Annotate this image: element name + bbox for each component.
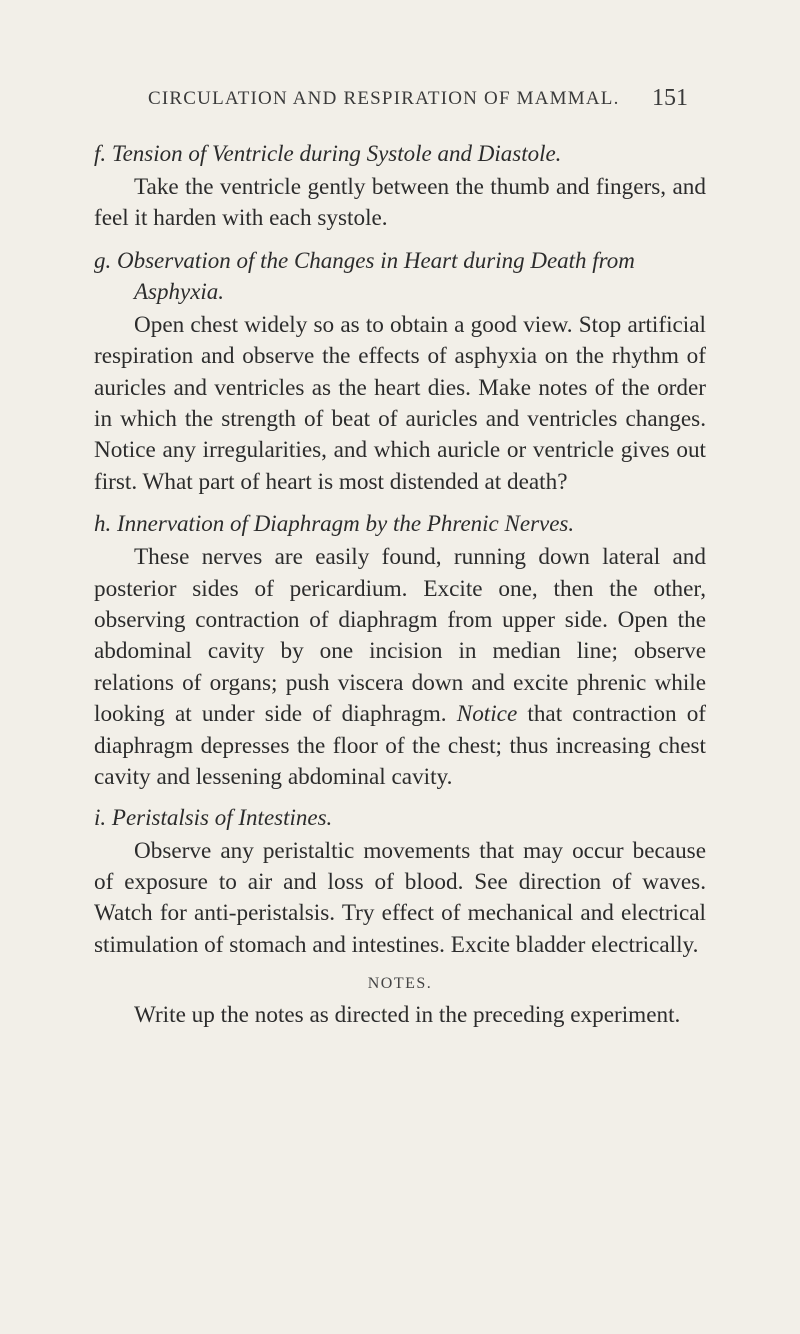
section-heading <box>94 138 706 169</box>
section-title: Observation of the Changes in Heart during Death from Asphyxia. <box>117 247 635 304</box>
section-paragraph <box>94 542 706 793</box>
emphasis-text: Notice <box>456 701 518 728</box>
page-number: 151 <box>652 85 688 111</box>
notes-section <box>94 971 706 1031</box>
section-g <box>94 245 706 498</box>
notes-heading: NOTES. <box>367 975 433 993</box>
section-heading <box>94 245 706 307</box>
section-paragraph: Observe any peristaltic movements that may occur because of exposure to air and loss of blood. See direction of waves. Watch for anti-peristalsis. Try effect of mechanical and electrical stimulation of stomach and intestines. Excite bladder electrically. <box>94 837 706 958</box>
section-f <box>94 138 706 235</box>
section-title: Tension of Ventricle during Systole and Diastole. <box>111 141 562 166</box>
section-letter: g. <box>94 247 112 273</box>
paragraph-text: that contraction of diaphragm depresses the floor of the chest; thus increasing chest cavity and lessening abdominal cavity. <box>94 701 707 791</box>
section-letter: h. <box>94 511 112 537</box>
section-paragraph: Open chest widely so as to obtain a good view. Stop artificial respiration and observe the effects of asphyxia on the rhythm of auricles and ventricles as the heart dies. Make notes of the order in which the strength of beat of auricles and ventricles changes. Notice any irregularities, and which auricle or ventricle gives out first. What part of heart is most distended at death? <box>94 311 706 495</box>
section-heading <box>94 508 706 539</box>
section-title: Peristalsis of Intestines. <box>111 804 333 830</box>
running-title: CIRCULATION AND RESPIRATION OF MAMMAL. <box>148 88 620 109</box>
section-paragraph: Take the ventricle gently between the thumb and fingers, and feel it harden with each systole. <box>94 174 706 232</box>
section-i <box>94 802 706 962</box>
paragraph-text: These nerves are easily found, running down lateral and posterior sides of pericardium. Excite one, then the other, observing contraction of diaphragm from upper side. Open the abdominal cavity by one incision in median line; observe relations of organs; push viscera down and excite phrenic while looking at under side of diaphragm. <box>94 544 706 728</box>
section-heading <box>94 802 706 833</box>
section-letter: f. <box>94 141 107 166</box>
section-title: Innervation of Diaphragm by the Phrenic Nerves. <box>117 511 575 537</box>
section-letter: i. <box>94 804 107 830</box>
notes-paragraph: Write up the notes as directed in the preceding experiment. <box>134 1002 681 1029</box>
page-body <box>94 138 706 1032</box>
section-h <box>94 508 706 793</box>
